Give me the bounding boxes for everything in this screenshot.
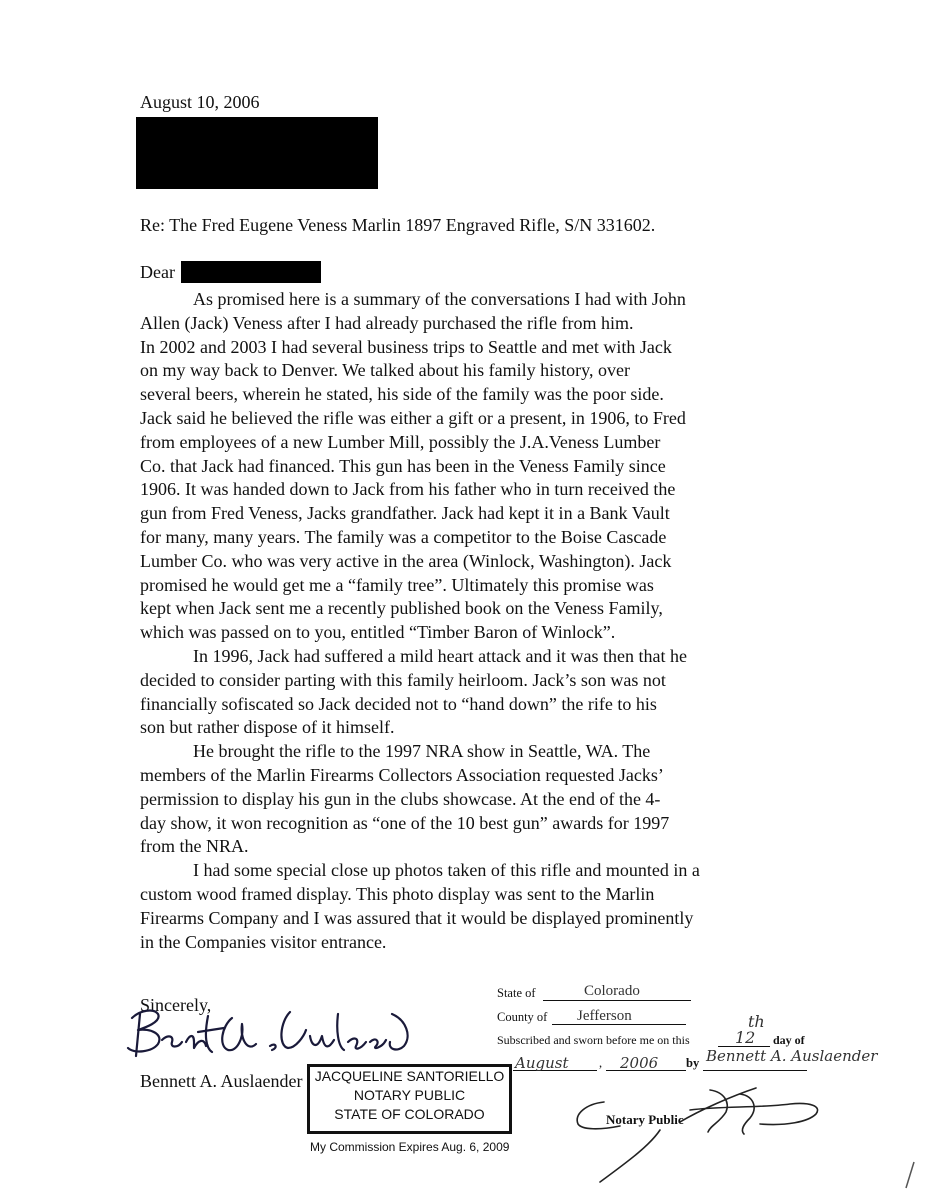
body-line: for many, many years. The family was a competitor to the Boise Cascade (140, 526, 667, 547)
state-underline (543, 1000, 691, 1001)
body-line: on my way back to Denver. We talked about his family history, over (140, 360, 630, 381)
body-line: In 1996, Jack had suffered a mild heart attack and it was then that he (193, 645, 687, 666)
stamp-title: NOTARY PUBLIC (353, 1087, 466, 1103)
body-line: As promised here is a summary of the conversations I had with John (193, 289, 686, 309)
state-label: State of (497, 986, 536, 1000)
comma: , (599, 1056, 603, 1070)
state-value: Colorado (584, 983, 640, 999)
county-label: County of (497, 1010, 548, 1024)
day-suffix: th (748, 1012, 765, 1031)
body-line: Lumber Co. who was very active in the area (Winlock, Washington). Jack (140, 550, 672, 571)
body-line: Allen (Jack) Veness after I had already purchased the rifle from him. (140, 312, 634, 333)
commission-expiry: My Commission Expires Aug. 6, 2009 (310, 1140, 510, 1154)
body-line: in the Companies visitor entrance. (140, 931, 387, 952)
by-label: by (686, 1056, 700, 1070)
redacted-address-block (136, 117, 378, 189)
day-of-label: day of (773, 1033, 805, 1047)
body-line: He brought the rifle to the 1997 NRA show in Seattle, WA. The (193, 741, 651, 762)
by-value: Bennett A. Auslaender (706, 1047, 878, 1065)
body-line: day show, it won recognition as “one of the 10 best gun” awards for 1997 (140, 812, 670, 833)
subject-line: Re: The Fred Eugene Veness Marlin 1897 Engraved Rifle, S/N 331602. (140, 215, 656, 235)
redacted-recipient-name (181, 261, 321, 283)
body-line: custom wood framed display. This photo display was sent to the Marlin (140, 883, 655, 904)
notary-signature (560, 1060, 860, 1185)
signer-name: Bennett A. Auslaender (140, 1071, 303, 1091)
body-line: Jack said he believed the rifle was either a gift or a present, in 1906, to Fred (140, 407, 686, 428)
year-value: 2006 (620, 1054, 659, 1072)
body-line: 1906. It was handed down to Jack from his father who in turn received the (140, 479, 676, 500)
body-line: Co. that Jack had financed. This gun has been in the Veness Family since (140, 455, 666, 476)
body-line: members of the Marlin Firearms Collectors Association requested Jacks’ (140, 764, 664, 785)
handwritten-signature (120, 996, 420, 1071)
body-line: decided to consider parting with this family heirloom. Jack’s son was not (140, 669, 666, 690)
body-line: from employees of a new Lumber Mill, possibly the J.A.Veness Lumber (140, 431, 661, 452)
body-line: promised he would get me a “family tree”. Ultimately this promise was (140, 574, 654, 595)
body-line: kept when Jack sent me a recently published book on the Veness Family, (140, 598, 663, 619)
salutation: Dear (140, 262, 175, 282)
body-line: permission to display his gun in the clubs showcase. At the end of the 4- (140, 788, 661, 809)
body-line: from the NRA. (140, 836, 249, 857)
county-value: Jefferson (577, 1008, 632, 1024)
body-line: gun from Fred Veness, Jacks grandfather. Jack had kept it in a Bank Vault (140, 503, 670, 524)
sworn-text: Subscribed and sworn before me on this (497, 1033, 690, 1047)
letter-date: August 10, 2006 (140, 92, 260, 112)
body-line: which was passed on to you, entitled “Timber Baron of Winlock”. (140, 622, 616, 643)
closing: Sincerely, (140, 995, 212, 1015)
body-line: several beers, wherein he stated, his side of the family was the poor side. (140, 384, 664, 405)
body-line: son but rather dispose of it himself. (140, 717, 395, 738)
notary-stamp (307, 1064, 512, 1134)
body-line: In 2002 and 2003 I had several business trips to Seattle and met with Jack (140, 336, 672, 357)
stamp-state: STATE OF COLORADO (334, 1106, 485, 1122)
letter-body (140, 288, 800, 954)
notary-public-label: Notary Public (606, 1112, 684, 1127)
body-line: I had some special close up photos taken of this rifle and mounted in a (193, 860, 700, 881)
body-line: financially sofiscated so Jack decided not to “hand down” the rife to his (140, 693, 657, 714)
body-line: Firearms Company and I was assured that it would be displayed prominently (140, 907, 694, 928)
month-value: August (515, 1054, 569, 1072)
day-value: 12 (735, 1028, 756, 1047)
stamp-name: JACQUELINE SANTORIELLO (314, 1068, 505, 1084)
pen-mark (900, 1160, 920, 1190)
